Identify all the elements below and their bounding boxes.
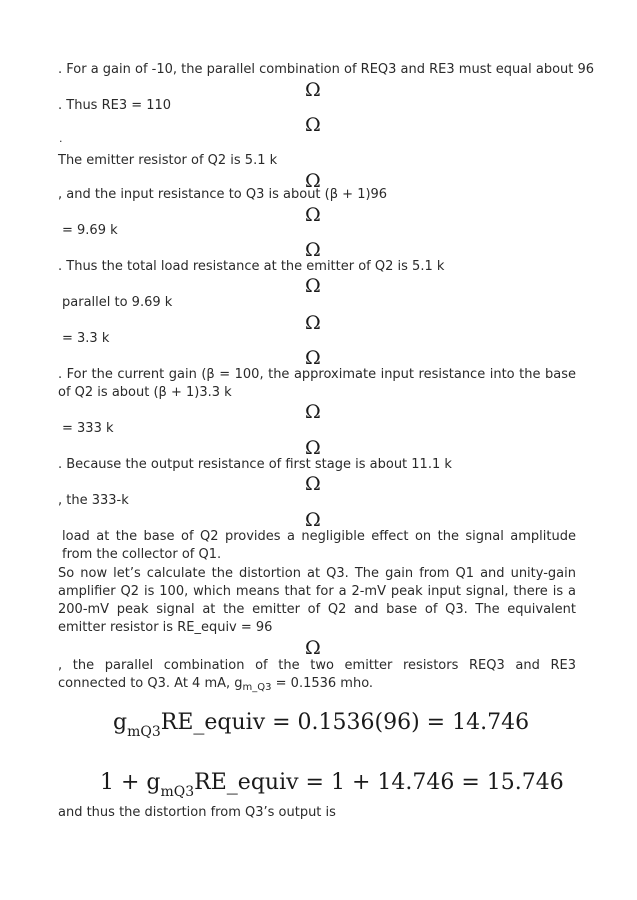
omega-symbol: Ω xyxy=(305,473,321,495)
text-line-13: , the 333-k xyxy=(58,493,129,508)
equation-1 xyxy=(113,710,530,740)
text-line-7: . Thus the total load resistance at the emitter of Q2 is 5.1 k xyxy=(58,259,445,274)
text-line-11: = 333 k xyxy=(62,421,114,436)
text-line-17: and thus the distortion from Q3’s output is xyxy=(58,805,336,820)
omega-symbol: Ω xyxy=(305,401,321,423)
equation-1-rest: RE_equiv = 0.1536(96) = 14.746 xyxy=(160,710,530,735)
text-line-6: = 9.69 k xyxy=(62,223,118,238)
text-line-4: The emitter resistor of Q2 is 5.1 k xyxy=(58,153,278,168)
text-line-2: . Thus RE3 = 110 xyxy=(58,98,172,113)
omega-symbol: Ω xyxy=(305,637,321,659)
omega-symbol: Ω xyxy=(305,437,321,459)
equation-2-pre: 1 + g xyxy=(100,770,161,795)
paragraph-parallel-text: , the parallel combination of the two emitter resistors REQ3 and RE3 connected to Q3. At 4 mA, g xyxy=(58,658,576,691)
text-line-1: . For a gain of -10, the parallel combination of REQ3 and RE3 must equal about 96 xyxy=(58,62,595,77)
paragraph-distortion: So now let’s calculate the distortion at Q3. The gain from Q1 and unity-gain amplifier Q2 is 100, which means that for a 2-mV peak input signal, there is a 200-mV peak signal at the emitter of Q2 and base of Q3. The equivalent emitter resistor is RE_equiv = 96 xyxy=(58,566,576,635)
text-line-5: , and the input resistance to Q3 is about (β + 1)96 xyxy=(58,187,388,202)
gm-subscript: m_Q3 xyxy=(242,682,272,693)
text-line-8: parallel to 9.69 k xyxy=(62,295,173,310)
text-line-12: . Because the output resistance of first stage is about 11.1 k xyxy=(58,457,452,472)
equation-2-sub: mQ3 xyxy=(160,784,195,800)
omega-symbol: Ω xyxy=(305,79,321,101)
equation-1-sub: mQ3 xyxy=(127,724,161,740)
equation-2 xyxy=(100,770,564,800)
omega-symbol: Ω xyxy=(305,114,321,136)
equation-2-rest: RE_equiv = 1 + 14.746 = 15.746 xyxy=(194,770,564,795)
omega-symbol: Ω xyxy=(305,275,321,297)
omega-symbol: Ω xyxy=(305,347,321,369)
equation-1-g: g xyxy=(113,710,128,735)
paragraph-load: load at the base of Q2 provides a negligible effect on the signal amplitude from the collector of Q1. xyxy=(62,529,576,562)
text-line-3: . xyxy=(59,132,63,145)
omega-symbol: Ω xyxy=(305,170,321,192)
omega-symbol: Ω xyxy=(305,239,321,261)
omega-symbol: Ω xyxy=(305,312,321,334)
paragraph-parallel xyxy=(58,657,576,693)
omega-symbol: Ω xyxy=(305,204,321,226)
omega-symbol: Ω xyxy=(305,509,321,531)
paragraph-current-gain: . For the current gain (β = 100, the approximate input resistance into the base of Q2 is about (β + 1)3.3 k xyxy=(58,367,576,400)
paragraph-parallel-end: = 0.1536 mho. xyxy=(271,676,374,691)
text-line-9: = 3.3 k xyxy=(62,331,110,346)
